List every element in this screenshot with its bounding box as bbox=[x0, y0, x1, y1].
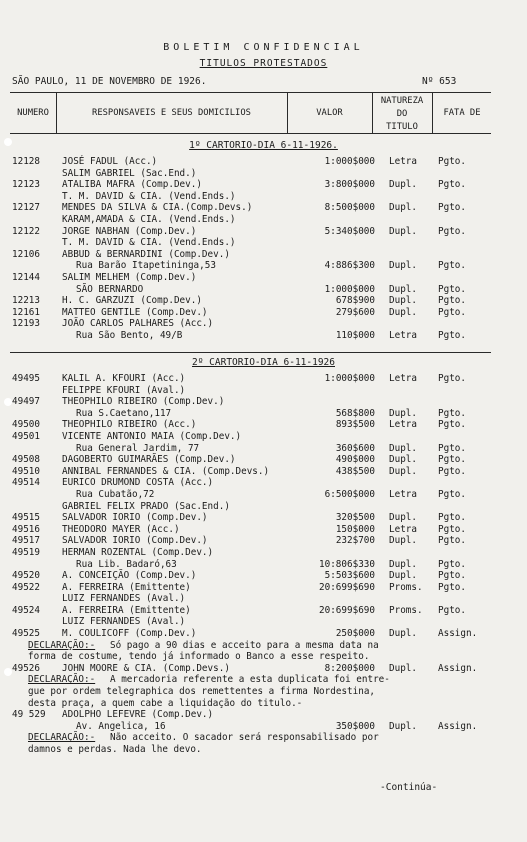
row-description: Só pago a 90 dias e acceito para a mesma data na bbox=[110, 639, 379, 651]
row-number: 49524 bbox=[12, 604, 40, 616]
row-fata: Pgto. bbox=[438, 535, 466, 547]
header-numero: NUMERO bbox=[17, 108, 49, 118]
row-number: 12128 bbox=[12, 156, 40, 167]
row-natureza: Dupl. bbox=[389, 179, 417, 191]
header-fata: FATA DE bbox=[443, 108, 481, 118]
row-value: 360$600 bbox=[335, 442, 375, 454]
row-fata: Pgto. bbox=[438, 512, 466, 524]
row-description: SALVADOR IORIO (Comp.Dev.) bbox=[62, 535, 208, 547]
table-row bbox=[0, 431, 527, 443]
row-description: SALIM MELHEM (Comp.Dev.) bbox=[62, 271, 197, 283]
section-1-rows bbox=[0, 156, 527, 342]
table-row bbox=[0, 260, 527, 272]
row-number: 12144 bbox=[12, 271, 40, 283]
row-description: Rua General Jardim, 77 bbox=[76, 442, 200, 454]
row-number: 49497 bbox=[12, 396, 40, 408]
row-description: Rua São Bento, 49/B bbox=[76, 329, 183, 341]
punch-hole bbox=[4, 668, 12, 676]
table-row bbox=[0, 226, 527, 238]
row-natureza: Letra bbox=[389, 329, 417, 341]
row-description: EURICO DRUMOND COSTA (Acc.) bbox=[62, 477, 214, 489]
table-row bbox=[0, 698, 527, 710]
table-top-rule bbox=[10, 92, 491, 93]
table-row bbox=[0, 249, 527, 261]
row-fata: Assign. bbox=[438, 628, 478, 640]
table-row bbox=[0, 628, 527, 640]
row-description: T. M. DAVID & CIA. (Vend.Ends.) bbox=[62, 237, 236, 249]
header-natureza-line: NATUREZA bbox=[380, 96, 424, 106]
row-description: M. COULICOFF (Comp.Dev.) bbox=[62, 628, 197, 640]
row-natureza: Dupl. bbox=[389, 283, 417, 295]
row-number: 12161 bbox=[12, 306, 40, 318]
table-row bbox=[0, 307, 527, 319]
table-row bbox=[0, 419, 527, 431]
table-row bbox=[0, 686, 527, 698]
table-row bbox=[0, 709, 527, 721]
row-description: gue por ordem telegraphica dos remettentes a firma Nordestina, bbox=[28, 686, 376, 698]
row-value: 8:200$000 bbox=[324, 662, 375, 674]
section-2-rows bbox=[0, 373, 527, 756]
row-value: 678$900 bbox=[335, 295, 375, 307]
row-natureza: Letra bbox=[389, 373, 417, 384]
row-description: Av. Angelica, 16 bbox=[76, 720, 166, 732]
bulletin-number: Nº 653 bbox=[422, 76, 457, 87]
row-natureza: Dupl. bbox=[389, 628, 417, 640]
table-row bbox=[0, 454, 527, 466]
row-description: KALIL A. KFOURI (Acc.) bbox=[62, 373, 186, 384]
row-description: MENDES DA SILVA & CIA.(Comp.Devs.) bbox=[62, 202, 253, 214]
row-number: 12193 bbox=[12, 318, 40, 330]
row-description: THEODORO MAYER (Acc.) bbox=[62, 523, 180, 535]
row-fata: Pgto. bbox=[438, 329, 466, 341]
row-natureza: Dupl. bbox=[389, 535, 417, 547]
row-natureza: Letra bbox=[389, 523, 417, 535]
row-value: 438$500 bbox=[335, 465, 375, 477]
row-fata: Pgto. bbox=[438, 442, 466, 454]
row-value: 5:340$000 bbox=[324, 225, 375, 237]
row-fata: Pgto. bbox=[438, 604, 466, 616]
row-description: JOHN MOORE & CIA. (Comp.Devs.) bbox=[62, 662, 230, 674]
row-value: 232$700 bbox=[335, 535, 375, 547]
declaracao-label: DECLARAÇÃO:- bbox=[28, 639, 96, 651]
header-natureza bbox=[372, 96, 432, 132]
row-description: THEOPHILO RIBEIRO (Acc.) bbox=[62, 419, 197, 431]
table-row bbox=[0, 524, 527, 536]
row-fata: Pgto. bbox=[438, 306, 466, 318]
row-value: 279$600 bbox=[335, 306, 375, 318]
row-description: JOSÉ FADUL (Acc.) bbox=[62, 156, 158, 167]
row-description: DAGOBERTO GUIMARÃES (Comp.Dev.) bbox=[62, 454, 236, 466]
row-fata: Pgto. bbox=[438, 156, 466, 167]
row-fata: Pgto. bbox=[438, 202, 466, 214]
row-value: 893$500 bbox=[335, 419, 375, 431]
row-description: LUIZ FERNANDES (Aval.) bbox=[62, 616, 186, 628]
row-natureza: Dupl. bbox=[389, 306, 417, 318]
row-fata: Pgto. bbox=[438, 373, 466, 384]
row-natureza: Dupl. bbox=[389, 442, 417, 454]
row-description: THEOPHILO RIBEIRO (Comp.Dev.) bbox=[62, 396, 225, 408]
row-number: 49495 bbox=[12, 373, 40, 384]
table-row bbox=[0, 373, 527, 385]
row-description: VICENTE ANTONIO MAIA (Comp.Dev.) bbox=[62, 430, 242, 442]
row-number: 12127 bbox=[12, 202, 40, 214]
row-natureza: Dupl. bbox=[389, 512, 417, 524]
table-row bbox=[0, 547, 527, 559]
row-value: 110$000 bbox=[335, 329, 375, 341]
section-heading-2: 2º CARTORIO-DIA 6-11-1926 bbox=[192, 357, 335, 368]
row-description: MATTEO GENTILE (Comp.Dev.) bbox=[62, 306, 208, 318]
document-subtitle: TITULOS PROTESTADOS bbox=[199, 58, 328, 69]
table-row bbox=[0, 651, 527, 663]
row-number: 49 529 bbox=[12, 709, 46, 721]
row-number: 12106 bbox=[12, 248, 40, 260]
row-description: damnos e perdas. Nada lhe devo. bbox=[28, 744, 202, 755]
row-natureza: Dupl. bbox=[389, 407, 417, 419]
row-fata: Pgto. bbox=[438, 179, 466, 191]
row-number: 49514 bbox=[12, 477, 40, 489]
row-description: A. CONCEIÇÃO (Comp.Dev.) bbox=[62, 570, 197, 582]
row-number: 49515 bbox=[12, 512, 40, 524]
table-row bbox=[0, 593, 527, 605]
row-description: desta praça, a quem cabe a liquidação do titulo.- bbox=[28, 697, 303, 709]
row-description: GABRIEL FELIX PRADO (Sac.End.) bbox=[62, 500, 230, 512]
row-value: 320$500 bbox=[335, 512, 375, 524]
row-description: ABBUD & BERNARDINI (Comp.Dev.) bbox=[62, 248, 230, 260]
row-description: SALIM GABRIEL (Sac.End.) bbox=[62, 167, 197, 179]
row-description: ANNIBAL FERNANDES & CIA. (Comp.Devs.) bbox=[62, 465, 270, 477]
row-value: 490$000 bbox=[335, 454, 375, 466]
row-natureza: Dupl. bbox=[389, 225, 417, 237]
row-value: 350$000 bbox=[335, 720, 375, 732]
table-row bbox=[0, 640, 527, 652]
row-fata: Assign. bbox=[438, 720, 478, 732]
row-fata: Pgto. bbox=[438, 465, 466, 477]
row-natureza: Dupl. bbox=[389, 465, 417, 477]
table-row bbox=[0, 396, 527, 408]
row-number: 49519 bbox=[12, 546, 40, 558]
row-value: 10:806$330 bbox=[319, 558, 375, 570]
table-row bbox=[0, 330, 527, 342]
row-description: KARAM,AMADA & CIA. (Vend.Ends.) bbox=[62, 213, 236, 225]
row-value: 20:699$690 bbox=[319, 581, 375, 593]
table-row bbox=[0, 272, 527, 284]
punch-hole bbox=[4, 138, 12, 146]
header-responsaveis: RESPONSAVEIS E SEUS DOMICILIOS bbox=[92, 108, 251, 118]
table-row bbox=[0, 674, 527, 686]
table-row bbox=[0, 559, 527, 571]
row-number: 49522 bbox=[12, 581, 40, 593]
row-value: 250$000 bbox=[335, 628, 375, 640]
row-natureza: Letra bbox=[389, 488, 417, 500]
row-number: 49510 bbox=[12, 465, 40, 477]
row-number: 12213 bbox=[12, 295, 40, 307]
table-row bbox=[0, 732, 527, 744]
row-number: 12122 bbox=[12, 225, 40, 237]
row-natureza: Dupl. bbox=[389, 558, 417, 570]
row-description: ADOLPHO LEFEVRE (Comp.Dev.) bbox=[62, 709, 214, 721]
row-fata: Pgto. bbox=[438, 523, 466, 535]
row-fata: Pgto. bbox=[438, 225, 466, 237]
row-natureza: Dupl. bbox=[389, 295, 417, 307]
row-description: A. FERREIRA (Emittente) bbox=[62, 604, 191, 616]
table-row bbox=[0, 570, 527, 582]
table-row bbox=[0, 477, 527, 489]
row-number: 49517 bbox=[12, 535, 40, 547]
table-row bbox=[0, 535, 527, 547]
row-fata: Pgto. bbox=[438, 454, 466, 466]
row-description: Rua Barão Itapetininga,53 bbox=[76, 260, 216, 272]
row-value: 4:886$300 bbox=[324, 260, 375, 272]
header-natureza-line: DO bbox=[396, 109, 408, 119]
row-value: 568$800 bbox=[335, 407, 375, 419]
row-natureza: Proms. bbox=[389, 581, 423, 593]
row-description: A mercadoria referente a esta duplicata foi entre- bbox=[110, 674, 390, 686]
row-number: 12123 bbox=[12, 179, 40, 191]
row-number: 49526 bbox=[12, 662, 40, 674]
row-fata: Pgto. bbox=[438, 570, 466, 582]
header-valor: VALOR bbox=[316, 108, 343, 118]
row-description: Não acceito. O sacador será responsabilisado por bbox=[110, 732, 379, 744]
row-description: ATALIBA MAFRA (Comp.Dev.) bbox=[62, 179, 202, 191]
table-row bbox=[0, 408, 527, 420]
table-row bbox=[0, 295, 527, 307]
table-row bbox=[0, 605, 527, 617]
row-value: 20:699$690 bbox=[319, 604, 375, 616]
row-natureza: Dupl. bbox=[389, 720, 417, 732]
row-description: Rua S.Caetano,117 bbox=[76, 407, 172, 419]
header-natureza-line: TITULO bbox=[386, 122, 418, 132]
row-description: JOÃO CARLOS PALHARES (Acc.) bbox=[62, 318, 214, 330]
row-natureza: Dupl. bbox=[389, 260, 417, 272]
declaracao-label: DECLARAÇÃO:- bbox=[28, 674, 96, 686]
row-description: HERMAN ROZENTAL (Comp.Dev.) bbox=[62, 546, 214, 558]
row-description: FELIPPE KFOURI (Aval.) bbox=[62, 384, 186, 396]
row-value: 1:000$000 bbox=[324, 156, 375, 167]
table-row bbox=[0, 156, 527, 168]
table-row bbox=[0, 202, 527, 214]
punch-hole bbox=[4, 398, 12, 406]
row-value: 8:500$000 bbox=[324, 202, 375, 214]
row-description: H. C. GARZUZI (Comp.Dev.) bbox=[62, 295, 202, 307]
table-row bbox=[0, 616, 527, 628]
row-value: 1:000$000 bbox=[324, 373, 375, 384]
row-fata: Assign. bbox=[438, 662, 478, 674]
row-fata: Pgto. bbox=[438, 419, 466, 431]
row-description: forma de costume, tendo já informado o Banco a esse respeito. bbox=[28, 651, 370, 663]
table-row bbox=[0, 466, 527, 478]
row-fata: Pgto. bbox=[438, 558, 466, 570]
row-natureza: Dupl. bbox=[389, 454, 417, 466]
table-row bbox=[0, 744, 527, 756]
section-heading-1: 1º CARTORIO-DIA 6-11-1926. bbox=[189, 140, 338, 151]
row-description: JORGE NABHAN (Comp.Dev.) bbox=[62, 225, 197, 237]
row-description: A. FERREIRA (Emittente) bbox=[62, 581, 191, 593]
table-row bbox=[0, 489, 527, 501]
row-fata: Pgto. bbox=[438, 581, 466, 593]
table-row bbox=[0, 237, 527, 249]
row-natureza: Proms. bbox=[389, 604, 423, 616]
row-description: Rua Lib. Badaró,63 bbox=[76, 558, 177, 570]
row-number: 49520 bbox=[12, 570, 40, 582]
row-value: 150$000 bbox=[335, 523, 375, 535]
row-number: 49516 bbox=[12, 523, 40, 535]
row-fata: Pgto. bbox=[438, 260, 466, 272]
row-natureza: Dupl. bbox=[389, 202, 417, 214]
row-value: 6:500$000 bbox=[324, 488, 375, 500]
section-divider bbox=[10, 352, 491, 353]
continua-note: -Continúa- bbox=[380, 782, 438, 793]
row-value: 3:800$000 bbox=[324, 179, 375, 191]
row-fata: Pgto. bbox=[438, 488, 466, 500]
table-row bbox=[0, 501, 527, 513]
row-description: SALVADOR IORIO (Comp.Dev.) bbox=[62, 512, 208, 524]
row-number: 49525 bbox=[12, 628, 40, 640]
row-description: T. M. DAVID & CIA. (Vend.Ends.) bbox=[62, 190, 236, 202]
table-row bbox=[0, 284, 527, 296]
table-row bbox=[0, 214, 527, 226]
table-header-rule bbox=[10, 133, 491, 134]
declaracao-label: DECLARAÇÃO:- bbox=[28, 732, 96, 744]
table-row bbox=[0, 168, 527, 180]
table-row bbox=[0, 191, 527, 203]
row-number: 49508 bbox=[12, 454, 40, 466]
row-natureza: Dupl. bbox=[389, 662, 417, 674]
row-natureza: Letra bbox=[389, 419, 417, 431]
table-row bbox=[0, 179, 527, 191]
row-fata: Pgto. bbox=[438, 407, 466, 419]
row-natureza: Dupl. bbox=[389, 570, 417, 582]
row-number: 49500 bbox=[12, 419, 40, 431]
table-row bbox=[0, 385, 527, 397]
table-row bbox=[0, 582, 527, 594]
row-description: LUIZ FERNANDES (Aval.) bbox=[62, 593, 186, 605]
row-description: SÃO BERNARDO bbox=[76, 283, 144, 295]
row-fata: Pgto. bbox=[438, 295, 466, 307]
row-value: 1:000$000 bbox=[324, 283, 375, 295]
row-fata: Pgto. bbox=[438, 283, 466, 295]
document-title: BOLETIM CONFIDENCIAL bbox=[163, 42, 364, 53]
place-date: SÃO PAULO, 11 DE NOVEMBRO DE 1926. bbox=[12, 76, 207, 87]
table-row bbox=[0, 721, 527, 733]
table-row bbox=[0, 663, 527, 675]
table-row bbox=[0, 512, 527, 524]
row-description: Rua Cubatão,72 bbox=[76, 488, 155, 500]
row-natureza: Letra bbox=[389, 156, 417, 167]
row-number: 49501 bbox=[12, 430, 40, 442]
table-row bbox=[0, 443, 527, 455]
row-value: 5:503$600 bbox=[324, 570, 375, 582]
table-row bbox=[0, 318, 527, 330]
